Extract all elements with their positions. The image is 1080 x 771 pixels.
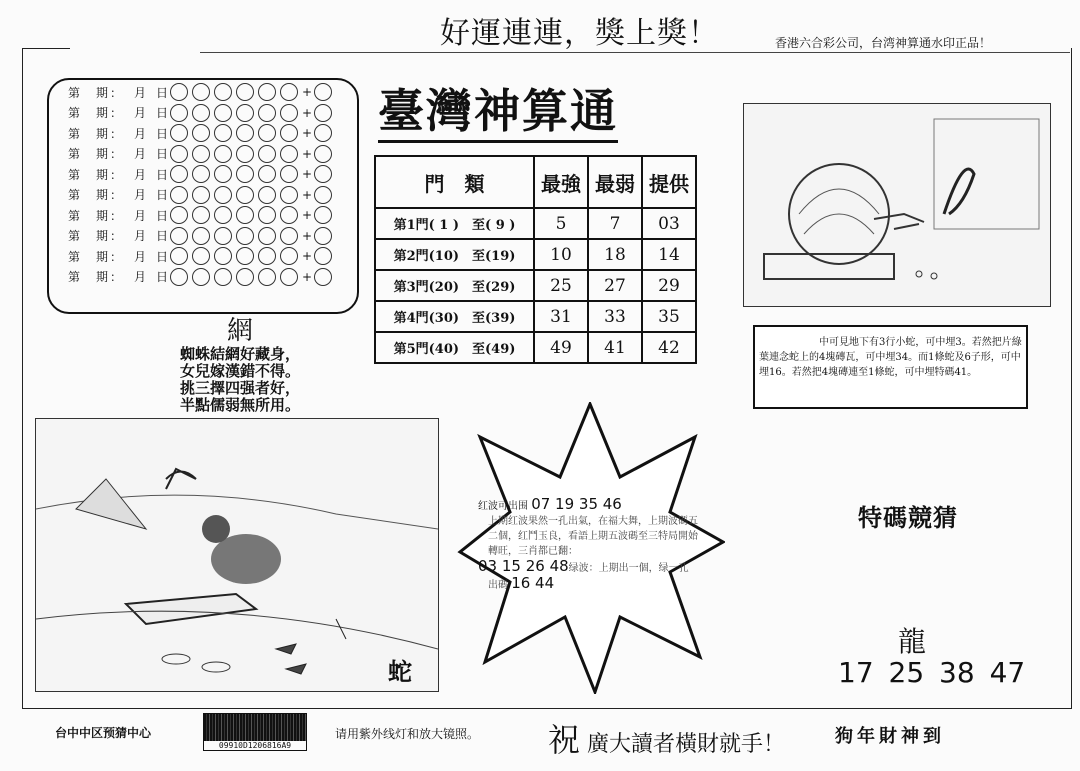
number-circle — [214, 268, 232, 286]
plus-sign: + — [302, 208, 313, 222]
illustration-cat-pond — [35, 418, 439, 692]
number-circle — [258, 145, 276, 163]
special-number-circle — [314, 247, 332, 265]
number-circle — [192, 227, 210, 245]
record-month: 月 — [134, 188, 147, 202]
cell-label: 第2門(10) 至(19) — [375, 239, 534, 270]
cell-provide: 03 — [642, 208, 696, 239]
frame-divider — [22, 48, 70, 49]
special-number-circle — [314, 227, 332, 245]
table-row — [375, 239, 696, 270]
special-number-circle — [314, 165, 332, 183]
number-circle — [192, 247, 210, 265]
record-row — [68, 82, 336, 102]
number-circle — [236, 268, 254, 286]
number-circle — [192, 104, 210, 122]
number-circle — [214, 145, 232, 163]
poem-line: 挑三擇四强者好， — [179, 379, 300, 397]
cell-weak: 18 — [588, 239, 642, 270]
frame-divider — [200, 52, 1070, 53]
record-day: 日 — [156, 167, 169, 182]
plus-sign: + — [302, 269, 313, 284]
number-circle — [170, 83, 188, 101]
starburst-line: 绿波：上期出一個，绿一孔 — [568, 563, 689, 574]
number-circle — [280, 83, 298, 101]
wish-text — [548, 715, 785, 761]
record-period: 期 — [96, 270, 109, 284]
number-circle — [236, 145, 254, 163]
record-sep: ： — [110, 249, 123, 264]
number-circle — [258, 104, 276, 122]
record-month: 月 — [134, 147, 147, 161]
record-row — [68, 185, 336, 205]
number-circle — [192, 186, 210, 204]
special-number-circle — [314, 186, 332, 204]
cell-strong: 10 — [534, 239, 588, 270]
year-slogan: 狗年財神到 — [835, 726, 945, 747]
cell-weak: 27 — [588, 270, 642, 301]
number-circle — [258, 227, 276, 245]
record-period: 期 — [96, 147, 109, 161]
record-sep: ： — [110, 229, 123, 243]
plus-sign: + — [302, 249, 313, 263]
record-issue: 第 — [68, 147, 81, 161]
plus-sign: + — [302, 126, 313, 140]
zodiac-label: 蛇 — [388, 657, 412, 686]
cell-provide: 35 — [642, 301, 696, 332]
record-day: 日 — [156, 147, 169, 161]
record-row — [68, 246, 336, 266]
uv-note: 请用紫外线灯和放大镜照。 — [335, 727, 480, 741]
record-issue: 第 — [68, 188, 81, 202]
number-circle — [280, 227, 298, 245]
record-row — [68, 205, 336, 225]
record-row — [68, 164, 336, 184]
number-circle — [258, 124, 276, 142]
record-row — [68, 226, 336, 246]
cell-weak: 7 — [588, 208, 642, 239]
illustration-rat-pumpkin — [743, 103, 1051, 307]
number-circle — [214, 247, 232, 265]
record-issue: 第 — [68, 208, 81, 223]
green-wave-numbers: 03 15 26 48 — [478, 557, 569, 575]
red-wave-numbers: 07 19 35 46 — [531, 495, 622, 513]
number-circle — [192, 124, 210, 142]
slogan: 好運連連，獎上獎！ — [440, 16, 719, 51]
number-circle — [214, 104, 232, 122]
cell-strong: 49 — [534, 332, 588, 363]
poem-title: 網 — [226, 316, 253, 346]
special-guess-title: 特碼競猜 — [858, 503, 958, 532]
number-circle — [258, 247, 276, 265]
number-circle — [214, 206, 232, 224]
record-day: 日 — [156, 126, 169, 141]
record-day: 日 — [156, 249, 169, 264]
cell-provide: 29 — [642, 270, 696, 301]
starburst-text — [478, 497, 718, 593]
record-month: 月 — [134, 85, 147, 100]
number-circle — [214, 165, 232, 183]
record-day: 日 — [156, 188, 169, 202]
record-period: 期 — [96, 249, 109, 264]
number-circle — [236, 206, 254, 224]
table-header — [375, 156, 696, 208]
starburst-line: 出碼 — [488, 580, 508, 591]
barcode-bars — [204, 714, 306, 741]
number-groups-table — [374, 155, 697, 364]
number-circle — [170, 227, 188, 245]
number-circle — [236, 165, 254, 183]
special-zodiac: 龍 — [898, 625, 927, 658]
special-number-circle — [314, 124, 332, 142]
record-period: 期 — [96, 208, 109, 223]
table-row — [375, 208, 696, 239]
illustration-sketch — [744, 104, 1050, 306]
record-period: 期 — [96, 85, 109, 100]
poem-line: 半點儒弱無所用。 — [179, 396, 300, 414]
record-sep: ： — [110, 106, 123, 120]
record-issue: 第 — [68, 106, 81, 120]
record-month: 月 — [134, 229, 147, 243]
number-circle — [258, 206, 276, 224]
record-row — [68, 267, 336, 287]
record-issue: 第 — [68, 249, 81, 264]
cell-strong: 31 — [534, 301, 588, 332]
number-circle — [170, 145, 188, 163]
number-circle — [170, 268, 188, 286]
number-circle — [214, 83, 232, 101]
record-sep: ： — [110, 85, 123, 100]
plus-sign: + — [302, 167, 313, 181]
cell-strong: 5 — [534, 208, 588, 239]
record-period: 期 — [96, 126, 109, 141]
record-issue: 第 — [68, 85, 81, 100]
number-circle — [236, 124, 254, 142]
record-period: 期 — [96, 188, 109, 202]
special-number-circle — [314, 145, 332, 163]
col-header: 最強 — [534, 156, 588, 208]
poem — [160, 316, 320, 414]
record-period: 期 — [96, 167, 109, 182]
number-circle — [236, 104, 254, 122]
col-header: 提供 — [642, 156, 696, 208]
cell-label: 第4門(30) 至(39) — [375, 301, 534, 332]
barcode-number: 09910D1206816A9 — [218, 741, 292, 750]
record-issue: 第 — [68, 126, 81, 141]
hint-text-box: 中可見地下有3行小蛇，可中埋3。若然把片綠葉連念蛇上的4塊磚瓦，可中埋34。而1條蛇及6子形，可中埋16。若然把4塊磚連至1條蛇，可中埋特碼41。 — [753, 325, 1028, 409]
number-circle — [236, 227, 254, 245]
number-circle — [280, 186, 298, 204]
plus-sign: + — [302, 146, 313, 161]
record-month: 月 — [134, 249, 147, 264]
poem-line: 蜘蛛結網好藏身， — [179, 345, 300, 363]
record-row — [68, 144, 336, 164]
record-month: 月 — [134, 126, 147, 141]
record-day: 日 — [156, 208, 169, 223]
number-circle — [214, 227, 232, 245]
special-number-circle — [314, 206, 332, 224]
record-month: 月 — [134, 167, 147, 182]
plus-sign: + — [302, 105, 313, 120]
number-circle — [192, 165, 210, 183]
number-circle — [236, 247, 254, 265]
record-period: 期 — [96, 106, 109, 120]
col-header: 最弱 — [588, 156, 642, 208]
number-circle — [258, 165, 276, 183]
page-title: 臺灣神算通 — [378, 82, 618, 143]
table-row — [375, 332, 696, 363]
number-circle — [170, 186, 188, 204]
record-day: 日 — [156, 229, 169, 243]
record-sep: ： — [110, 126, 123, 141]
number-circle — [280, 104, 298, 122]
number-circle — [192, 145, 210, 163]
record-sep: ： — [110, 147, 123, 161]
number-circle — [192, 83, 210, 101]
special-number-circle — [314, 83, 332, 101]
cell-weak: 33 — [588, 301, 642, 332]
number-circle — [170, 247, 188, 265]
record-day: 日 — [156, 270, 169, 284]
special-numbers: 17 25 38 47 — [838, 656, 1026, 689]
wish-line: 廣大讀者橫財就手！ — [587, 732, 786, 757]
footer-center-name: 台中中区预猜中心 — [55, 726, 152, 740]
number-circle — [280, 124, 298, 142]
plus-sign: + — [302, 187, 313, 202]
number-circle — [236, 186, 254, 204]
extra-numbers: 16 44 — [511, 574, 555, 592]
table-row — [375, 270, 696, 301]
record-issue: 第 — [68, 167, 81, 182]
number-circle — [280, 206, 298, 224]
record-row — [68, 123, 336, 143]
special-number-circle — [314, 104, 332, 122]
special-number-circle — [314, 268, 332, 286]
number-circle — [170, 124, 188, 142]
number-circle — [214, 124, 232, 142]
cell-provide: 14 — [642, 239, 696, 270]
plus-sign: + — [302, 228, 313, 243]
record-sep: ： — [110, 270, 123, 284]
illustration-sketch — [36, 419, 438, 691]
cell-label: 第3門(20) 至(29) — [375, 270, 534, 301]
number-circle — [236, 83, 254, 101]
table-row — [375, 301, 696, 332]
number-circle — [258, 186, 276, 204]
record-day: 日 — [156, 106, 169, 120]
number-circle — [170, 206, 188, 224]
red-wave-label: 红波可出围 — [478, 501, 528, 512]
record-day: 日 — [156, 85, 169, 100]
number-circle — [192, 268, 210, 286]
record-month: 月 — [134, 270, 147, 284]
record-sep: ： — [110, 208, 123, 223]
number-circle — [280, 165, 298, 183]
starburst-body: 上期红波果然一孔出氣，在福大舞，上期波碼五二個，红鬥玉良，看語上期五波碼至三特局開始轉旺，三肖都已翻： — [488, 516, 698, 557]
record-issue: 第 — [68, 270, 81, 284]
watermark-notice: 香港六合彩公司，台湾神算通水印正品！ — [775, 36, 992, 50]
col-header: 門 類 — [375, 156, 534, 208]
number-circle — [280, 268, 298, 286]
number-circle — [170, 104, 188, 122]
number-circle — [214, 186, 232, 204]
cell-strong: 25 — [534, 270, 588, 301]
cell-provide: 42 — [642, 332, 696, 363]
plus-sign: + — [302, 85, 313, 99]
number-circle — [258, 268, 276, 286]
record-sep: ： — [110, 167, 123, 182]
cell-label: 第1門( 1 ) 至( 9 ) — [375, 208, 534, 239]
record-period: 期 — [96, 229, 109, 243]
record-row — [68, 103, 336, 123]
number-circle — [192, 206, 210, 224]
record-month: 月 — [134, 106, 147, 120]
record-issue: 第 — [68, 229, 81, 243]
wish-big-char: 祝 — [548, 721, 581, 759]
number-circle — [280, 247, 298, 265]
cell-weak: 41 — [588, 332, 642, 363]
number-circle — [258, 83, 276, 101]
cell-label: 第5門(40) 至(49) — [375, 332, 534, 363]
poem-line: 女兒嫁漢錯不得。 — [179, 362, 300, 380]
record-sep: ： — [110, 188, 123, 202]
barcode — [203, 713, 307, 751]
number-circle — [280, 145, 298, 163]
record-month: 月 — [134, 208, 147, 223]
number-circle — [170, 165, 188, 183]
